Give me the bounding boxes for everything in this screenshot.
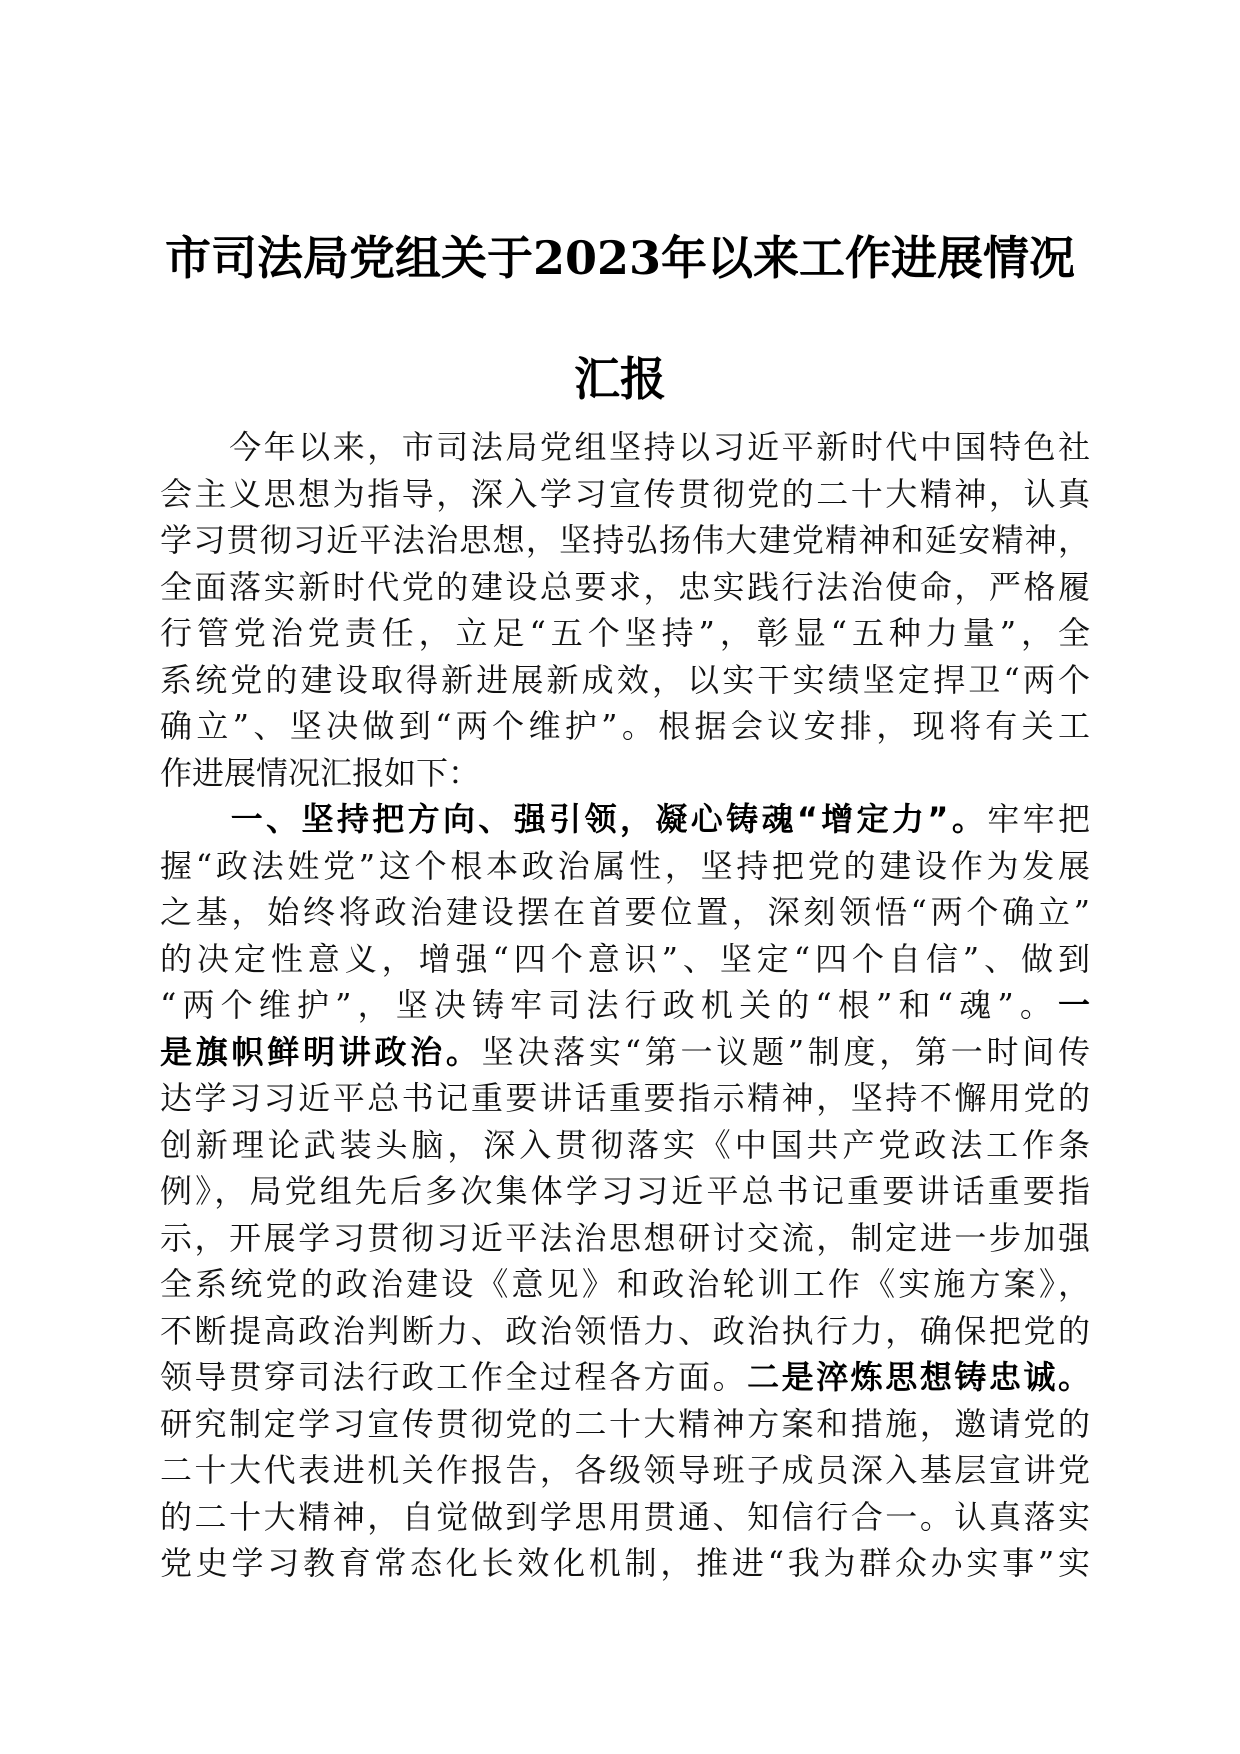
body-line	[160, 610, 1090, 657]
body-line	[160, 1075, 1090, 1122]
body-line	[160, 796, 1090, 843]
body-line	[160, 1354, 1090, 1401]
document-body	[160, 424, 1090, 1587]
paragraph-text: 会主义思想为指导，深入学习宣传贯彻党的二十大精神，认真	[160, 474, 1090, 513]
paragraph-text: 之基，始终将政治建设摆在首要位置，深刻领悟“两个确立”	[160, 893, 1090, 931]
paragraph-text: 今年以来，市司法局党组坚持以习近平新时代中国特色社	[160, 428, 1090, 466]
paragraph-text: 握“政法姓党”这个根本政治属性，坚持把党的建设作为发展	[160, 846, 1090, 885]
body-line	[160, 1494, 1090, 1541]
paragraph-text: 坚决落实“第一议题”制度，第一时间传	[481, 1032, 1090, 1071]
paragraph-text: 创新理论武装头脑，深入贯彻落实《中国共产党政法工作条	[160, 1125, 1090, 1164]
paragraph-text: 的二十大精神，自觉做到学思用贯通、知信行合一。认真落实	[160, 1497, 1090, 1536]
paragraph-text: 系统党的建设取得新进展新成效，以实干实绩坚定捍卫“两个	[160, 660, 1090, 699]
paragraph-text: “两个维护”，坚决铸牢司法行政机关的“根”和“魂”。	[160, 986, 1058, 1024]
body-line	[160, 1122, 1090, 1169]
bold-heading-text: 一、坚持把方向、强引领，凝心铸魂“增定力”。	[160, 800, 988, 838]
body-line	[160, 889, 1090, 936]
body-line	[160, 1540, 1090, 1587]
paragraph-text: 不断提高政治判断力、政治领悟力、政治执行力，确保把党的	[160, 1311, 1090, 1350]
body-line	[160, 982, 1090, 1029]
paragraph-text: 全系统党的政治建设《意见》和政治轮训工作《实施方案》，	[160, 1265, 1090, 1303]
body-line	[160, 843, 1090, 890]
paragraph-text: 研究制定学习宣传贯彻党的二十大精神方案和措施，邀请党的	[160, 1404, 1090, 1443]
body-line	[160, 424, 1090, 471]
body-line	[160, 471, 1090, 518]
document-title-line-2: 汇报	[574, 352, 666, 406]
paragraph-text: 全面落实新时代党的建设总要求，忠实践行法治使命，严格履	[160, 567, 1090, 606]
body-line	[160, 1168, 1090, 1215]
bold-heading-text: 一	[1057, 986, 1090, 1024]
document-title-line-1: 市司法局党组关于2023年以来工作进展情况	[164, 231, 1076, 285]
paragraph-text: 党史学习教育常态化长效化机制，推进“我为群众办实事”实	[160, 1544, 1090, 1582]
body-line	[160, 750, 1090, 797]
body-line	[160, 657, 1090, 704]
paragraph-text: 学习贯彻习近平法治思想，坚持弘扬伟大建党精神和延安精神，	[160, 521, 1090, 559]
bold-heading-text: 二是淬炼思想铸忠诚。	[747, 1358, 1090, 1396]
paragraph-text: 确立”、坚决做到“两个维护”。根据会议安排，现将有关工	[160, 707, 1090, 745]
body-line	[160, 1029, 1090, 1076]
paragraph-text: 例》，局党组先后多次集体学习习近平总书记重要讲话重要指	[160, 1172, 1090, 1210]
body-line	[160, 564, 1090, 611]
body-line	[160, 1308, 1090, 1355]
body-line	[160, 1261, 1090, 1308]
body-line	[160, 1401, 1090, 1448]
paragraph-text: 作进展情况汇报如下：	[160, 753, 481, 792]
bold-heading-text: 是旗帜鲜明讲政治。	[160, 1032, 482, 1071]
body-line	[160, 703, 1090, 750]
paragraph-text: 达学习习近平总书记重要讲话重要指示精神，坚持不懈用党的	[160, 1079, 1090, 1117]
paragraph-text: 示，开展学习贯彻习近平法治思想研讨交流，制定进一步加强	[160, 1218, 1090, 1257]
paragraph-text: 牢牢把	[987, 800, 1090, 838]
body-line	[160, 936, 1090, 983]
body-line	[160, 1447, 1090, 1494]
paragraph-text: 的决定性意义，增强“四个意识”、坚定“四个自信”、做到	[160, 939, 1090, 978]
paragraph-text: 领导贯穿司法行政工作全过程各方面。	[160, 1358, 748, 1396]
body-line	[160, 517, 1090, 564]
paragraph-text: 二十大代表进机关作报告，各级领导班子成员深入基层宣讲党	[160, 1451, 1090, 1489]
body-line	[160, 1215, 1090, 1262]
paragraph-text: 行管党治党责任，立足“五个坚持”，彰显“五种力量”，全	[160, 614, 1090, 652]
